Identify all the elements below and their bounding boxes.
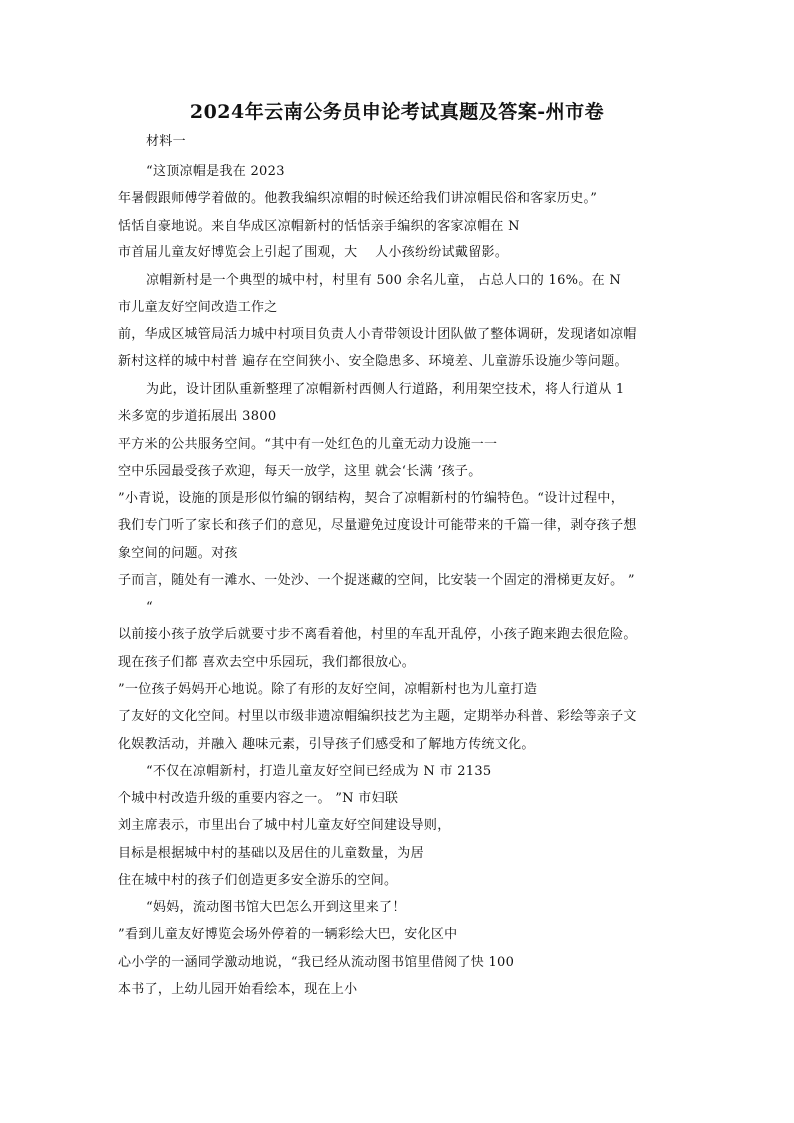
body-line: 平方米的公共服务空间。“其中有一处红色的儿童无动力设施一一 [118,437,498,452]
body-line: ”看到儿童友好博览会场外停着的一辆彩绘大巴，安化区中 [118,927,458,942]
body-line: 化娱教活动，并融入 趣味元素，引导孩子们感受和了解地方传统文化。 [118,737,535,752]
body-line: 本书了，上幼儿园开始看绘本，现在上小 [118,982,358,997]
section-heading: 材料一 [146,134,186,149]
body-line: 目标是根据城中村的基础以及居住的儿童数量，为居 [118,846,424,861]
body-line: 以前接小孩子放学后就要寸步不离看着他，村里的车乱开乱停，小孩子跑来跑去很危险。 [118,627,637,642]
body-line: 住在城中村的孩子们创造更多安全游乐的空间。 [118,873,398,888]
body-line: 前，华成区城管局活力城中村项目负责人小青带领设计团队做了整体调研，发现诸如凉帽 [118,327,637,342]
body-line: “妈妈，流动图书馆大巴怎么开到这里来了！ [146,900,406,915]
body-line: ”小青说，设施的顶是形似竹编的钢结构，契合了凉帽新村的竹编特色。“设计过程中， [118,491,624,506]
body-line: 年暑假跟师傅学着做的。他教我编织凉帽的时候还给我们讲凉帽民俗和客家历史。” [118,191,598,206]
body-line: 米多宽的步道拓展出 3800 [118,409,277,424]
body-line: 为此，设计团队重新整理了凉帽新村西侧人行道路，利用架空技术，将人行道从 1 [146,382,625,397]
body-line: “这顶凉帽是我在 2023 [146,164,285,179]
body-line: 个城中村改造升级的重要内容之一。 ”N 市妇联 [118,791,399,806]
body-line: 市儿童友好空间改造工作之 [118,300,278,315]
body-line: 我们专门听了家长和孩子们的意见，尽量避免过度设计可能带来的千篇一律，剥夺孩子想 [118,518,637,533]
body-line: 象空间的问题。对孩 [118,546,238,561]
body-line: 恬恬自豪地说。来自华成区凉帽新村的恬恬亲手编织的客家凉帽在 N [118,219,520,234]
body-line: 新村这样的城中村普 遍存在空间狭小、安全隐患多、环境差、儿童游乐设施少等问题。 [118,354,628,369]
body-line: 现在孩子们都 喜欢去空中乐园玩，我们都很放心。 [118,655,416,670]
body-line: 心小学的一涵同学激动地说，“我已经从流动图书馆里借阅了快 100 [118,955,515,970]
document-title: 2024年云南公务员申论考试真题及答案-州市卷 [189,101,605,123]
body-line: 了友好的文化空间。村里以市级非遗凉帽编织技艺为主题，定期举办科普、彩绘等亲子文 [118,709,637,724]
body-line: “不仅在凉帽新村，打造儿童友好空间已经成为 N 市 2135 [146,764,492,779]
body-line: 市首届儿童友好博览会上引起了围观，大 人小孩纷纷试戴留影。 [118,245,509,260]
body-line: 空中乐园最受孩子欢迎，每天一放学，这里 就会‘长满 ’孩子。 [118,464,482,479]
body-line: ”一位孩子妈妈开心地说。除了有形的友好空间，凉帽新村也为儿童打造 [118,682,538,697]
body-line: 子而言，随处有一滩水、一处沙、一个捉迷藏的空间，比安装一个固定的滑梯更友好。 ” [118,573,635,588]
body-line: 凉帽新村是一个典型的城中村，村里有 500 余名儿童， 占总人口的 16%。在 N [146,273,622,288]
body-line: 刘主席表示，市里出台了城中村儿童友好空间建设导则， [118,818,451,833]
body-line: “ [146,600,153,615]
